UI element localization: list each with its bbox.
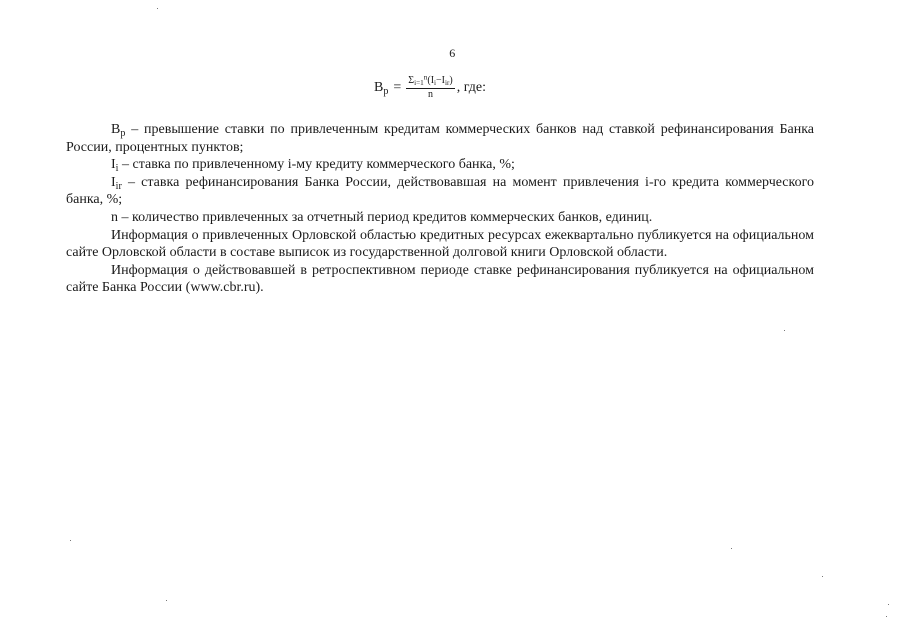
formula-denominator: n [428, 88, 434, 100]
scan-speck [731, 548, 732, 549]
formula-tail: , где: [456, 80, 487, 95]
definition-item [66, 174, 814, 209]
definition-text: – превышение ставки по привлеченным кредитам коммерческих банков над ставкой рефинансирования Банка России, процентных пунктов; [66, 122, 814, 155]
body-paragraph: Информация о привлеченных Орловской областью кредитных ресурсах ежеквартально публикуется на официальном сайте Орловской области в составе выписок из государственной долговой книги Орловской области. [66, 227, 814, 261]
definition-symbol: $I_i$ [111, 157, 119, 175]
definition-text: – количество привлеченных за отчетный период кредитов коммерческих банков, единиц. [118, 209, 653, 225]
scan-speck [822, 576, 823, 577]
body-paragraph: Информация о действовавшей в ретроспективном периоде ставке рефинансирования публикуется на официальном сайте Банка России (www.cbr.ru). [66, 262, 814, 296]
definition-item [66, 209, 814, 227]
scan-speck [886, 616, 887, 617]
scan-speck [784, 330, 785, 331]
scan-speck [157, 8, 158, 9]
definition-item [66, 156, 814, 174]
definition-symbol: n [111, 209, 118, 225]
formula-lhs: $B_p$ [374, 80, 389, 98]
formula-equals: = [393, 80, 402, 95]
scan-speck [888, 604, 889, 605]
formula-fraction [406, 73, 454, 100]
body-text [66, 121, 814, 297]
scan-speck [166, 600, 167, 601]
definition-item [66, 121, 814, 156]
page-number: 6 [449, 46, 456, 60]
formula [374, 73, 487, 100]
scan-speck [70, 540, 71, 541]
definition-symbol: $B_p$ [111, 122, 126, 140]
definition-text: – ставка рефинансирования Банка России, действовавшая на момент привлечения i-го кредита коммерческого банка, %; [66, 174, 814, 208]
formula-numerator: $\Sigma_{i=1}^n(I_i-I_{ir})$ [408, 73, 453, 88]
definition-text: – ставка по привлеченному i-му кредиту коммерческого банка, %; [118, 157, 515, 173]
definition-symbol: $I_{ir}$ [111, 174, 122, 192]
